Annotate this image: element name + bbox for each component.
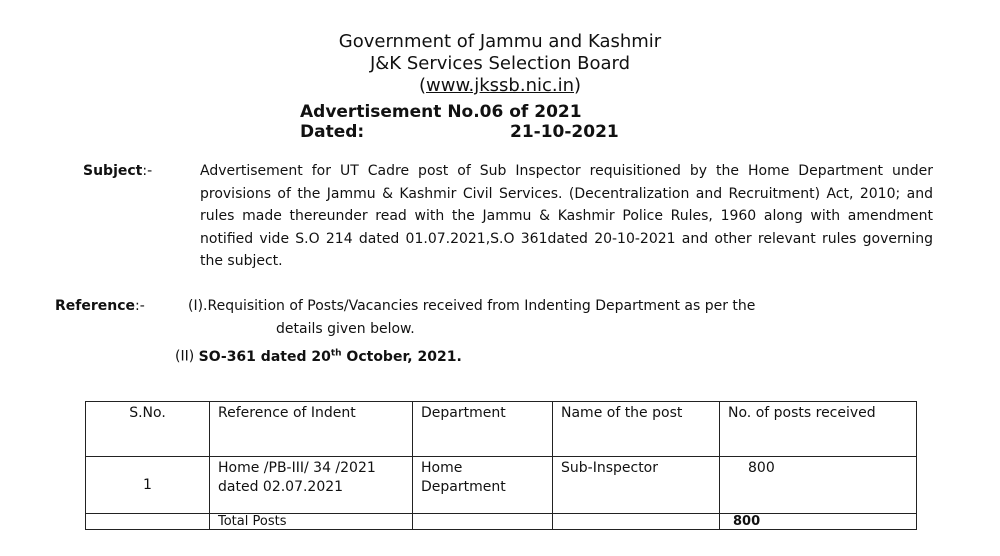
reference-item-1-continued: details given below. — [276, 321, 415, 337]
header-line-board: J&K Services Selection Board — [369, 53, 631, 74]
header-line-government: Government of Jammu and Kashmir — [338, 31, 662, 52]
total-empty-cell — [86, 514, 210, 530]
header-website: (www.jkssb.nic.in) — [418, 75, 582, 96]
header-posts-count: No. of posts received — [720, 402, 917, 457]
cell-reference: Home /PB-III/ 34 /2021 dated 02.07.2021 — [210, 457, 413, 514]
cell-post-name: Sub-Inspector — [553, 457, 720, 514]
dated-value: 21-10-2021 — [510, 122, 619, 142]
table-total-row — [86, 514, 917, 530]
header-sno: S.No. — [86, 402, 210, 457]
header-post-name: Name of the post — [553, 402, 720, 457]
dated-label: Dated: — [300, 122, 365, 142]
subject-label: Subject:- — [83, 163, 153, 179]
total-empty-cell — [413, 514, 553, 530]
total-value: 800 — [720, 514, 917, 530]
website-link[interactable]: www.jkssb.nic.in — [426, 75, 574, 96]
advertisement-number: Advertisement No.06 of 2021 — [300, 102, 582, 122]
header-reference: Reference of Indent — [210, 402, 413, 457]
cell-department: Home Department — [413, 457, 553, 514]
total-empty-cell — [553, 514, 720, 530]
posts-table — [85, 401, 917, 530]
table-header-row — [86, 402, 917, 457]
cell-sno: 1 — [86, 457, 210, 514]
reference-label: Reference:- — [55, 298, 145, 314]
header-department: Department — [413, 402, 553, 457]
reference-item-2: (II) SO-361 dated 20th October, 2021. — [175, 348, 462, 365]
table-row — [86, 457, 917, 514]
subject-text: Advertisement for UT Cadre post of Sub Inspector requisitioned by the Home Department under provisions of the Jammu & Kashmir Civil Services. (Decentralization and Recruitment) Act, 2010; and rules made thereunder read with the Jammu & Kashmir Police Rules, 1960 along with amendment notified vide S.O 214 dated 01.07.2021,S.O 361dated 20-10-2021 and other relevant rules governing the subject. — [200, 163, 933, 269]
total-label: Total Posts — [210, 514, 413, 530]
reference-item-1: (I).Requisition of Posts/Vacancies received from Indenting Department as per the — [188, 298, 756, 314]
cell-posts-count: 800 — [720, 457, 917, 514]
